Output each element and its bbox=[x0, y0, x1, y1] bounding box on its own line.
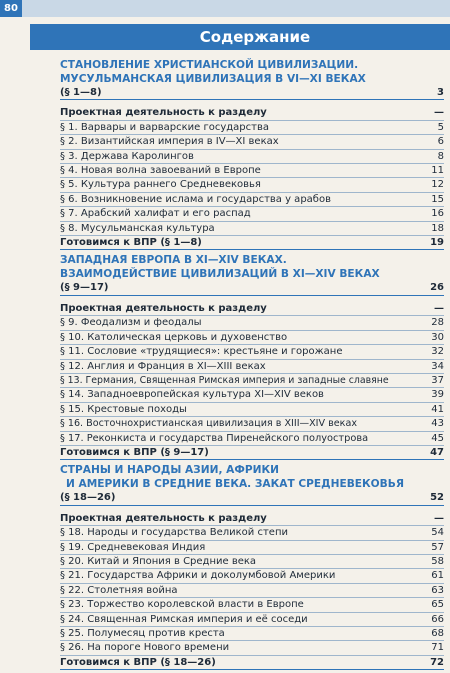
toc-item[interactable] bbox=[60, 374, 444, 388]
toc-section bbox=[60, 463, 444, 670]
vpr-page: 19 bbox=[430, 237, 444, 249]
toc-item-page: 43 bbox=[431, 418, 444, 430]
toc-item-page: 5 bbox=[437, 121, 444, 133]
toc-item-page: 16 bbox=[431, 208, 444, 220]
toc-item-label: § 20. Китай и Япония в Средние века bbox=[60, 555, 257, 567]
toc-item[interactable] bbox=[60, 432, 444, 446]
section-heading bbox=[60, 58, 444, 86]
toc-item-page: 39 bbox=[431, 389, 444, 401]
toc-item-page: 61 bbox=[431, 570, 444, 582]
section-range-label: (§ 1—8) bbox=[60, 87, 102, 98]
toc-item-page: 68 bbox=[431, 628, 444, 639]
section-range-label: (§ 9—17) bbox=[60, 282, 109, 294]
vpr-row[interactable] bbox=[60, 446, 444, 460]
project-label: Проектная деятельность к разделу bbox=[60, 107, 267, 119]
toc-item[interactable] bbox=[60, 164, 444, 178]
toc-item-page: 15 bbox=[431, 193, 444, 205]
project-label: Проектная деятельность к разделу bbox=[60, 512, 267, 524]
table-of-contents bbox=[60, 58, 444, 673]
section-heading-line: МУСУЛЬМАНСКАЯ ЦИВИЛИЗАЦИЯ В VI—XI ВЕКАХ bbox=[60, 73, 366, 85]
project-row[interactable] bbox=[60, 512, 444, 526]
section-heading bbox=[60, 253, 444, 281]
toc-item-page: 34 bbox=[431, 360, 444, 372]
toc-item[interactable] bbox=[60, 584, 444, 598]
section-range-label: (§ 18—26) bbox=[60, 492, 116, 504]
toc-item-page: 32 bbox=[431, 346, 444, 358]
toc-item[interactable] bbox=[60, 135, 444, 149]
project-row[interactable] bbox=[60, 106, 444, 120]
toc-item[interactable] bbox=[60, 641, 444, 655]
toc-item[interactable] bbox=[60, 569, 444, 583]
section-range-page: 26 bbox=[430, 282, 444, 294]
project-page: — bbox=[434, 302, 444, 314]
toc-item-page: 11 bbox=[431, 165, 444, 177]
toc-item-label: § 26. На пороге Нового времени bbox=[60, 642, 230, 654]
project-row[interactable] bbox=[60, 302, 444, 316]
vpr-row[interactable] bbox=[60, 656, 444, 670]
toc-item-label: § 12. Англия и Франция в XI—XIII веках bbox=[60, 360, 266, 372]
toc-item-label: § 11. Сословие «трудящиеся»: крестьяне и горожане bbox=[60, 346, 343, 358]
section-range-row[interactable] bbox=[60, 86, 444, 100]
vpr-page: 47 bbox=[430, 446, 444, 458]
toc-item[interactable] bbox=[60, 555, 444, 569]
toc-item[interactable] bbox=[60, 316, 444, 330]
toc-item-page: 54 bbox=[431, 527, 444, 539]
toc-item-label: § 16. Восточнохристианская цивилизация в XIII—XIV веках bbox=[60, 418, 358, 430]
toc-item-label: § 13. Германия, Священная Римская империя и западные славяне bbox=[60, 374, 389, 386]
section-heading bbox=[60, 463, 444, 491]
toc-item-page: 45 bbox=[431, 432, 444, 444]
toc-item-page: 57 bbox=[431, 541, 444, 553]
toc-item-label: § 5. Культура раннего Средневековья bbox=[60, 179, 261, 191]
toc-item-label: § 25. Полумесяц против креста bbox=[60, 628, 225, 639]
section-heading-line: СТРАНЫ И НАРОДЫ АЗИИ, АФРИКИ bbox=[60, 464, 280, 477]
toc-item[interactable] bbox=[60, 222, 444, 236]
toc-item[interactable] bbox=[60, 331, 444, 345]
vpr-row[interactable] bbox=[60, 236, 444, 250]
toc-item-page: 37 bbox=[431, 374, 444, 386]
toc-item[interactable] bbox=[60, 178, 444, 192]
toc-item-label: § 10. Католическая церковь и духовенство bbox=[60, 331, 288, 343]
toc-item[interactable] bbox=[60, 150, 444, 164]
toc-item-page: 58 bbox=[431, 555, 444, 567]
project-page: — bbox=[434, 107, 444, 119]
toc-item-page: 41 bbox=[431, 403, 444, 415]
toc-item-label: § 22. Столетняя война bbox=[60, 584, 178, 596]
toc-item-page: 71 bbox=[431, 642, 444, 654]
section-range-row[interactable] bbox=[60, 491, 444, 505]
toc-item[interactable] bbox=[60, 541, 444, 555]
toc-item-label: § 8. Мусульманская культура bbox=[60, 222, 215, 234]
toc-item[interactable] bbox=[60, 598, 444, 612]
toc-item-page: 12 bbox=[431, 179, 444, 191]
toc-item-label: § 7. Арабский халифат и его распад bbox=[60, 208, 251, 220]
vpr-label: Готовимся к ВПР (§ 18—26) bbox=[60, 656, 216, 668]
vpr-label: Готовимся к ВПР (§ 9—17) bbox=[60, 446, 209, 458]
toc-item-label: § 15. Крестовые походы bbox=[60, 403, 187, 415]
toc-item[interactable] bbox=[60, 417, 444, 431]
toc-item-label: § 1. Варвары и варварские государства bbox=[60, 121, 269, 133]
toc-item-label: § 4. Новая волна завоеваний в Европе bbox=[60, 165, 261, 177]
toc-item-label: § 21. Государства Африки и доколумбовой Америки bbox=[60, 570, 336, 582]
toc-item[interactable] bbox=[60, 627, 444, 641]
project-label: Проектная деятельность к разделу bbox=[60, 302, 267, 314]
toc-item-label: § 19. Средневековая Индия bbox=[60, 541, 206, 553]
toc-item-page: 65 bbox=[431, 599, 444, 611]
top-bar bbox=[0, 0, 450, 17]
toc-item-label: § 9. Феодализм и феодалы bbox=[60, 317, 202, 329]
section-heading-line: СТАНОВЛЕНИЕ ХРИСТИАНСКОЙ ЦИВИЛИЗАЦИИ. bbox=[60, 59, 359, 71]
toc-item[interactable] bbox=[60, 193, 444, 207]
toc-item[interactable] bbox=[60, 526, 444, 540]
section-heading-line: ВЗАИМОДЕЙСТВИЕ ЦИВИЛИЗАЦИЙ В XI—XIV ВЕКАХ bbox=[60, 268, 380, 281]
toc-item-label: § 3. Держава Каролингов bbox=[60, 150, 194, 162]
toc-item[interactable] bbox=[60, 345, 444, 359]
toc-item-page: 8 bbox=[437, 150, 444, 162]
toc-item-label: § 17. Реконкиста и государства Пиренейского полуострова bbox=[60, 432, 369, 444]
toc-item-label: § 24. Священная Римская империя и её соседи bbox=[60, 613, 308, 625]
project-page: — bbox=[434, 512, 444, 524]
toc-item-label: § 6. Возникновение ислама и государства у арабов bbox=[60, 193, 331, 205]
toc-item[interactable] bbox=[60, 403, 444, 417]
section-heading-line: ЗАПАДНАЯ ЕВРОПА В XI—XIV ВЕКАХ. bbox=[60, 254, 287, 267]
toc-item-page: 28 bbox=[431, 317, 444, 329]
toc-item-page: 66 bbox=[431, 613, 444, 625]
toc-item[interactable] bbox=[60, 121, 444, 135]
toc-section bbox=[60, 253, 444, 460]
toc-item-page: 18 bbox=[431, 222, 444, 234]
toc-item-page: 6 bbox=[437, 136, 444, 148]
section-range-page: 3 bbox=[437, 87, 444, 98]
toc-section bbox=[60, 58, 444, 250]
toc-item-label: § 18. Народы и государства Великой степи bbox=[60, 527, 288, 539]
toc-item-page: 63 bbox=[431, 584, 444, 596]
page-title: Содержание bbox=[30, 24, 450, 50]
toc-item-label: § 2. Византийская империя в IV—XI веках bbox=[60, 136, 279, 148]
vpr-label: Готовимся к ВПР (§ 1—8) bbox=[60, 237, 202, 249]
toc-item[interactable] bbox=[60, 613, 444, 627]
toc-item-label: § 23. Торжество королевской власти в Европе bbox=[60, 599, 304, 611]
toc-item-page: 30 bbox=[431, 331, 444, 343]
section-range-row[interactable] bbox=[60, 281, 444, 295]
toc-item[interactable] bbox=[60, 360, 444, 374]
toc-item[interactable] bbox=[60, 207, 444, 221]
section-range-page: 52 bbox=[430, 492, 444, 504]
toc-item[interactable] bbox=[60, 388, 444, 402]
page-number: 80 bbox=[0, 0, 22, 17]
toc-item-label: § 14. Западноевропейская культура XI—XIV веков bbox=[60, 389, 324, 401]
section-heading-line: И АМЕРИКИ В СРЕДНИЕ ВЕКА. ЗАКАТ СРЕДНЕВЕКОВЬЯ bbox=[66, 478, 404, 491]
vpr-page: 72 bbox=[430, 656, 444, 668]
